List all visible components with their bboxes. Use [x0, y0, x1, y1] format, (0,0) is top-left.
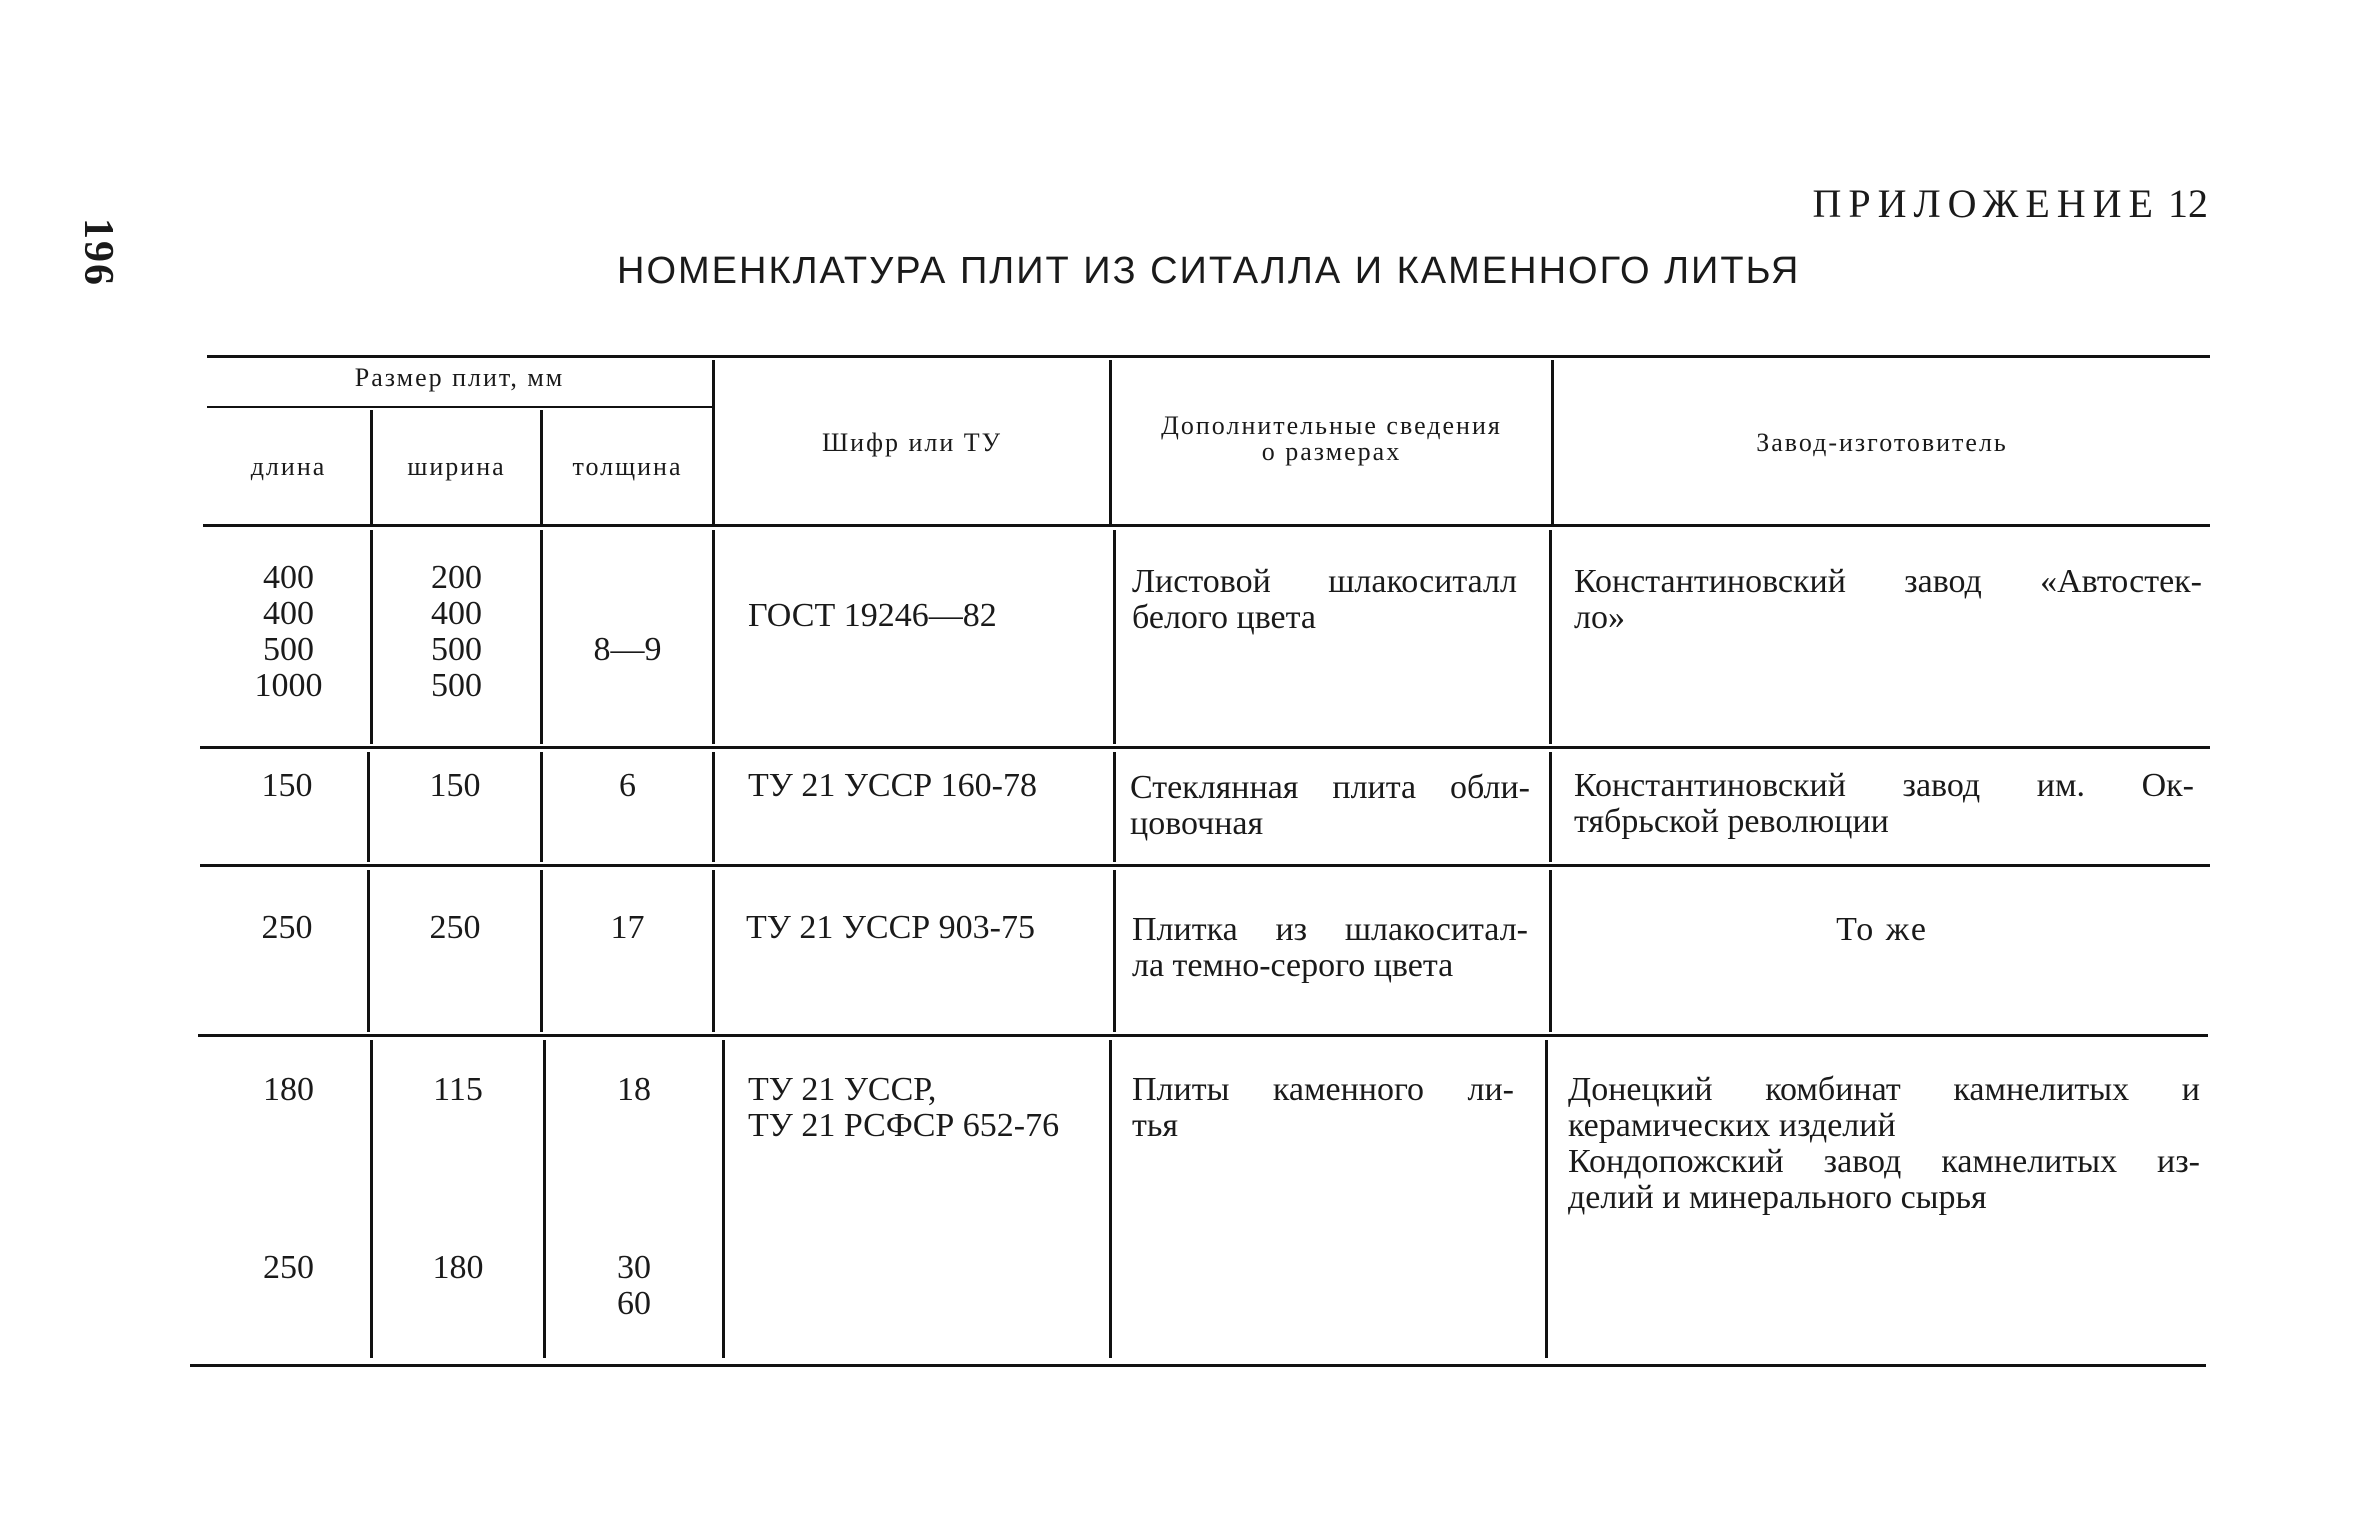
row4-extra-line1: Плиты каменного ли-: [1132, 1071, 1514, 1108]
row4-length: 180: [263, 1071, 314, 1108]
row3-divider-a: [367, 870, 370, 1032]
row1-maker: [1574, 564, 2202, 636]
row2-divider-c: [712, 752, 715, 862]
row3-maker: То же: [1836, 911, 1928, 948]
row2-bottom-rule: [200, 864, 2210, 867]
row2-maker-line1: Константиновский завод им. Ок-: [1574, 767, 2194, 804]
row3-divider-d: [1113, 870, 1116, 1032]
row1-divider-e: [1549, 530, 1552, 744]
row4-width: 115: [433, 1071, 483, 1108]
row3-divider-c: [712, 870, 715, 1032]
row2-maker: [1574, 768, 2194, 840]
row1-maker-line1: Константиновский завод «Автостек-: [1574, 563, 2202, 600]
header-maker: Завод-изготовитель: [1756, 428, 2008, 457]
row1-code: ГОСТ 19246—82: [748, 597, 997, 634]
row3-divider-e: [1549, 870, 1552, 1032]
row1-divider-c: [712, 530, 715, 744]
row4-divider-d: [1109, 1040, 1112, 1358]
appendix-heading: [1812, 180, 2208, 227]
header-thickness: толщина: [572, 452, 683, 481]
row1-extra: [1132, 564, 1517, 636]
row1-divider-d: [1113, 530, 1116, 744]
row2-extra-line1: Стеклянная плита обли-: [1130, 769, 1530, 806]
row3-thickness: 17: [610, 909, 645, 946]
row2-width: 150: [429, 767, 481, 804]
row4-code: ТУ 21 УССР, ТУ 21 РСФСР 652-76: [748, 1071, 1060, 1144]
row2-divider-e: [1549, 752, 1552, 862]
row1-extra-line2: белого цвета: [1132, 599, 1317, 636]
row1-maker-line2: ло»: [1574, 599, 1625, 636]
page-title: НОМЕНКЛАТУРА ПЛИТ ИЗ СИТАЛЛА И КАМЕННОГО ЛИТЬЯ: [617, 250, 1801, 292]
row2-extra-line2: цовочная: [1130, 805, 1264, 842]
row3-divider-b: [540, 870, 543, 1032]
header-bottom-rule: [203, 524, 2210, 527]
row3-length: 250: [261, 909, 313, 946]
row4-extra-line2: тья: [1132, 1107, 1179, 1144]
row3-extra-line2: ла темно-серого цвета: [1132, 947, 1454, 984]
row2-divider-d: [1113, 752, 1116, 862]
row3-extra-line1: Плитка из шлакоситал-: [1132, 911, 1528, 948]
row1-length: 400 400 500 1000: [254, 559, 323, 704]
row2-thickness: 6: [619, 767, 636, 804]
row4-thickness: 18: [617, 1071, 651, 1108]
row4-divider-c: [722, 1040, 725, 1358]
row2-code: ТУ 21 УССР 160-78: [748, 767, 1037, 804]
row1-thickness: 8—9: [593, 631, 662, 668]
appendix-label: ПРИЛОЖЕНИЕ: [1812, 181, 2160, 226]
row4-maker-line4: делий и минерального сырья: [1568, 1179, 1987, 1216]
row1-width: 200 400 500 500: [431, 559, 482, 704]
header-size-group: Размер плит, мм: [354, 363, 565, 392]
row4-width-2: 180: [432, 1249, 484, 1286]
header-code: Шифр или ТУ: [821, 428, 1003, 457]
table-bottom-rule: [190, 1364, 2206, 1367]
row4-divider-e: [1545, 1040, 1548, 1358]
row2-extra: [1130, 770, 1530, 842]
size-group-rule: [207, 406, 712, 408]
row2-maker-line2: тябрьской революции: [1574, 803, 1889, 840]
header-width: ширина: [407, 452, 506, 481]
row3-extra: [1132, 912, 1528, 984]
row4-maker-line1: Донецкий комбинат камнелитых и: [1568, 1071, 2200, 1108]
header-extra: Дополнительные сведения о размерах: [1161, 411, 1502, 466]
row3-code: ТУ 21 УССР 903-75: [746, 909, 1035, 946]
row1-bottom-rule: [200, 746, 2210, 749]
row4-length-2: 250: [263, 1249, 314, 1286]
row4-maker-line3: Кондопожский завод камнелитых из-: [1568, 1143, 2200, 1180]
table-top-rule: [207, 355, 2210, 358]
row4-extra: [1132, 1072, 1514, 1144]
row4-thickness-2: 30 60: [617, 1249, 651, 1322]
row4-maker: [1568, 1072, 2200, 1216]
header-length: длина: [250, 452, 327, 481]
row1-extra-line1: Листовой шлакоситалл: [1132, 563, 1517, 600]
row3-bottom-rule: [198, 1034, 2208, 1037]
row4-maker-line2: керамических изделий: [1568, 1107, 1896, 1144]
row2-length: 150: [261, 767, 313, 804]
page-number: 196: [75, 218, 121, 287]
appendix-number: 12: [2168, 181, 2208, 226]
row3-width: 250: [429, 909, 481, 946]
